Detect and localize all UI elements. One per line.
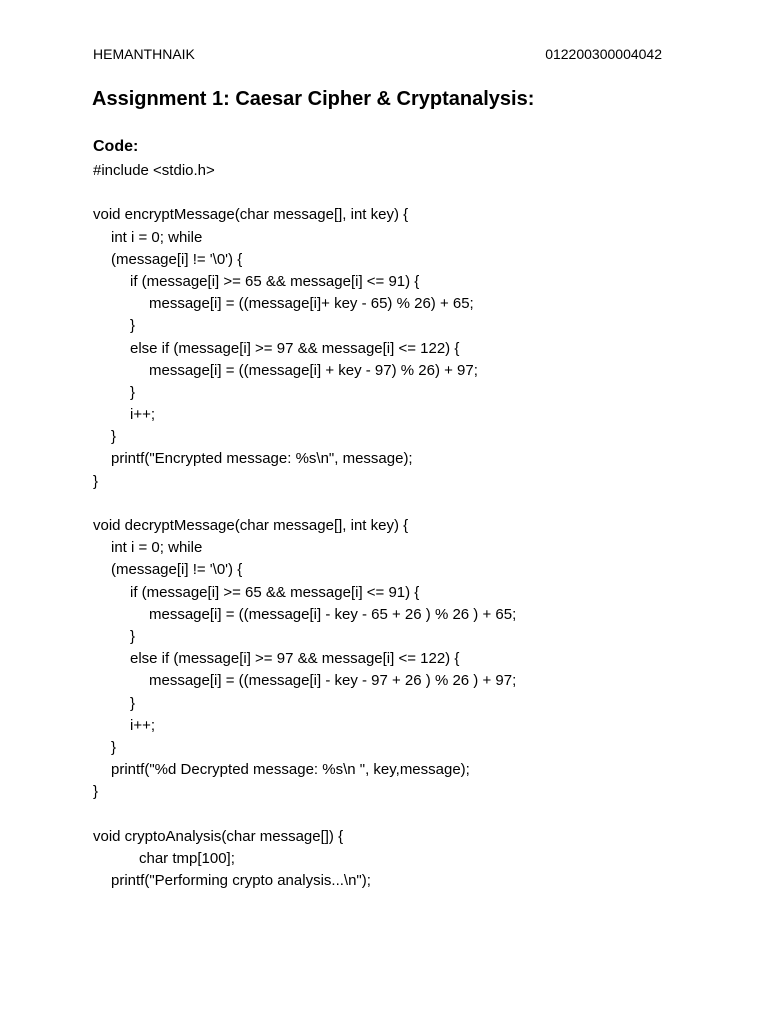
code-line: char tmp[100]; [139, 849, 235, 867]
code-line: void cryptoAnalysis(char message[]) { [93, 827, 344, 845]
code-line [93, 803, 516, 825]
code-line: message[i] = ((message[i] - key - 65 + 26 ) % 26 ) + 65; [149, 605, 517, 623]
code-line: i++; [130, 716, 156, 734]
code-line: else if (message[i] >= 97 && message[i] <= 122) { [130, 650, 460, 668]
code-line: message[i] = ((message[i] + key - 97) % 26) + 97; [149, 361, 478, 379]
code-line: } [93, 472, 99, 490]
code-line: printf("Encrypted message: %s\n", message); [111, 450, 413, 468]
code-line: (message[i] != '\0') { [111, 250, 243, 268]
document-title: Assignment 1: Caesar Cipher & Cryptanalysis: [92, 88, 535, 110]
code-line: } [130, 627, 136, 645]
code-line: else if (message[i] >= 97 && message[i] <= 122) { [130, 339, 460, 357]
code-line: i++; [130, 406, 156, 424]
code-line: void encryptMessage(char message[], int key) { [93, 206, 409, 224]
code-line: if (message[i] >= 65 && message[i] <= 91) { [130, 272, 420, 290]
code-line: } [130, 694, 136, 712]
code-line: printf("Performing crypto analysis...\n"); [111, 872, 371, 889]
code-block [93, 160, 516, 892]
code-line: printf("%d Decrypted message: %s\n ", key,message); [111, 761, 470, 779]
code-line: message[i] = ((message[i]+ key - 65) % 26) + 65; [149, 295, 474, 313]
code-line [93, 182, 516, 204]
code-line: } [130, 383, 136, 401]
code-line: void decryptMessage(char message[], int key) { [93, 517, 409, 534]
code-line [93, 493, 516, 515]
header-id-number: 012200300004042 [545, 46, 662, 62]
code-line: } [93, 783, 99, 801]
code-line: #include <stdio.h> [93, 162, 215, 179]
code-line: } [111, 428, 117, 446]
code-line: int i = 0; while [111, 228, 203, 246]
header-name: HEMANTHNAIK [93, 46, 195, 62]
code-line: if (message[i] >= 65 && message[i] <= 91) { [130, 583, 420, 601]
code-line: message[i] = ((message[i] - key - 97 + 26 ) % 26 ) + 97; [149, 672, 517, 690]
code-line: (message[i] != '\0') { [111, 561, 243, 579]
code-line: } [111, 738, 117, 756]
code-line: } [130, 317, 136, 335]
code-heading: Code: [93, 138, 139, 155]
code-line: int i = 0; while [111, 539, 203, 557]
